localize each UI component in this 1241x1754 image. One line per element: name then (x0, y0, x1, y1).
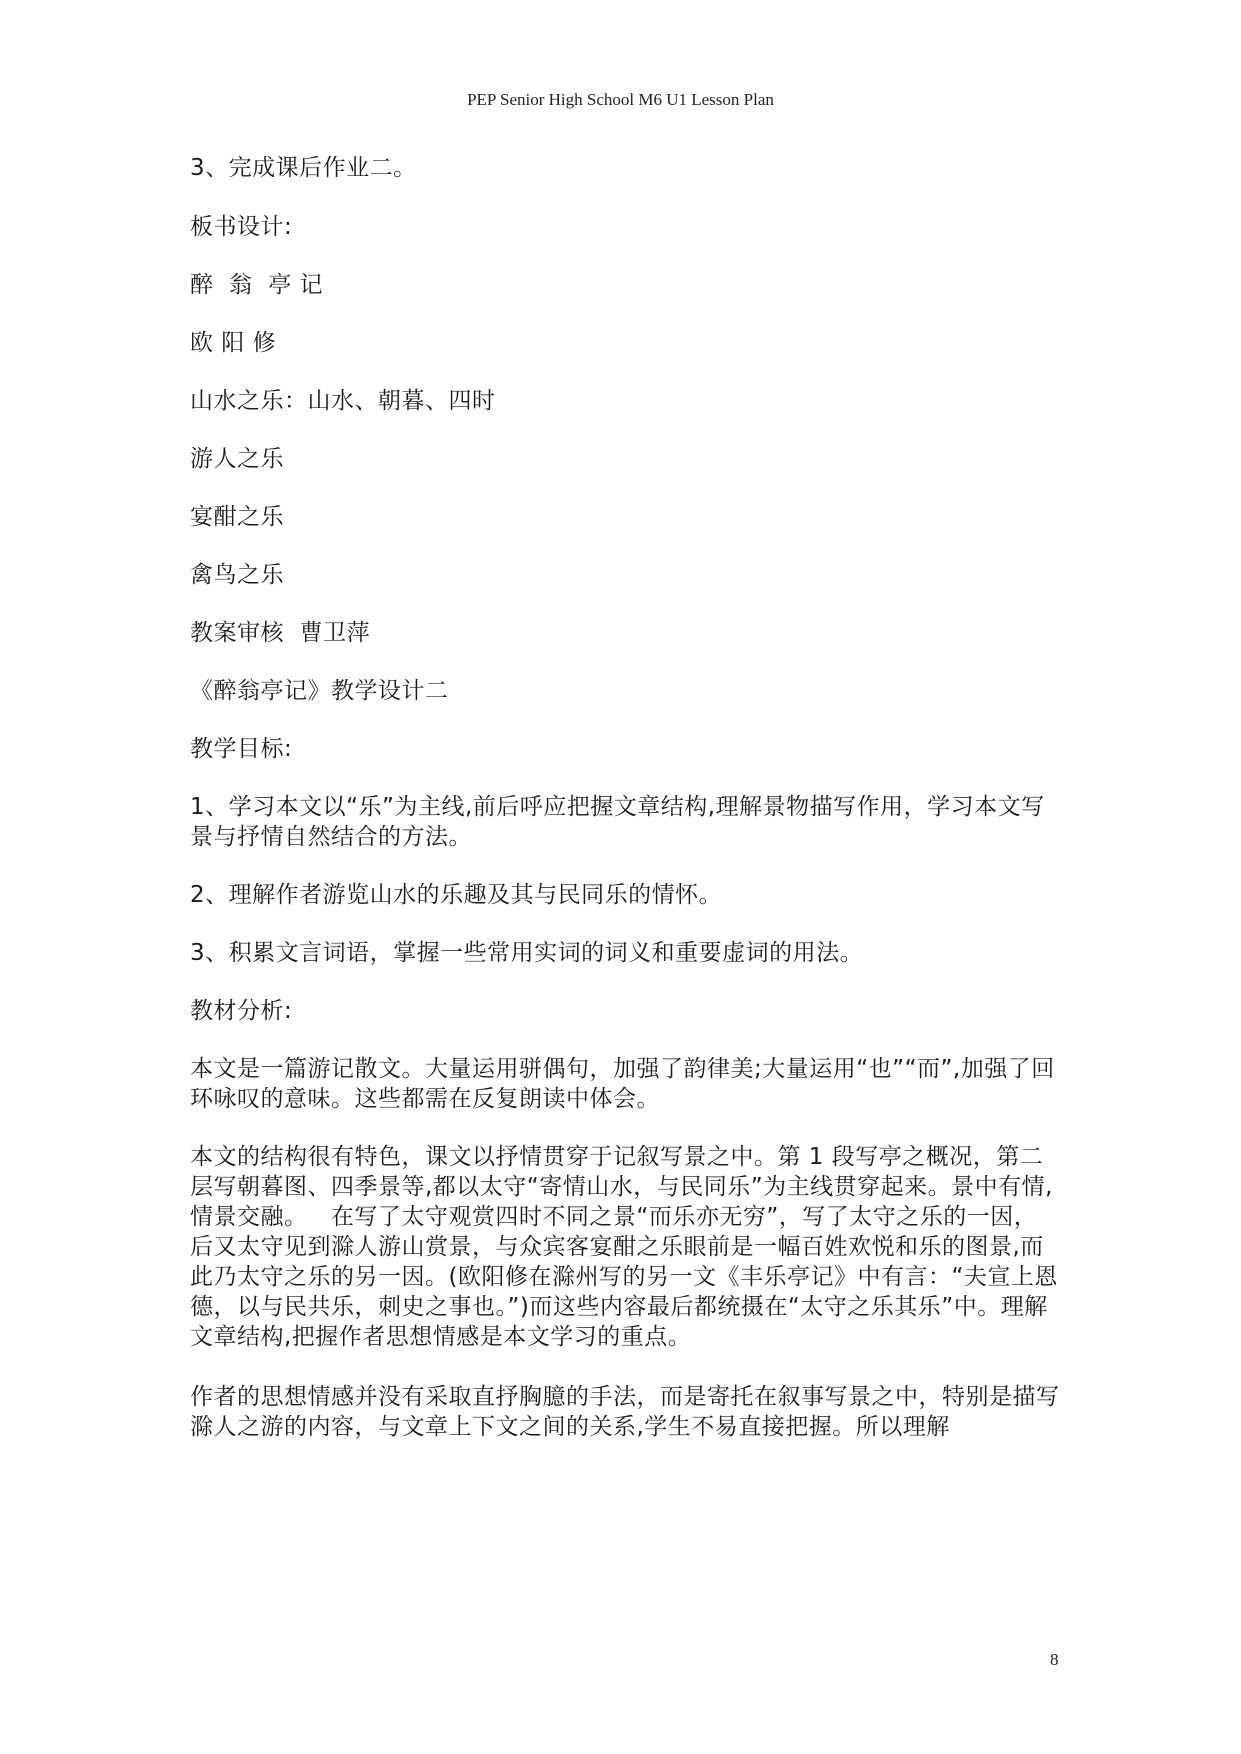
section-title: 《醉翁亭记》教学设计二 (190, 678, 449, 704)
analysis-heading: 教材分析: (190, 998, 293, 1024)
blackboard-title: 醉 翁 亭 记 (190, 272, 324, 298)
analysis-paragraph-3: 作者的思想情感并没有采取直抒胸臆的手法，而是寄托在叙事写景之中，特别是描写滁人之游的内容，与文章上下文之间的关系,学生不易直接把握。所以理解 (190, 1384, 1060, 1440)
blackboard-point-1: 山水之乐：山水、朝暮、四时 (190, 388, 496, 414)
analysis-paragraph-1: 本文是一篇游记散文。大量运用骈偶句，加强了韵律美;大量运用“也”“而”,加强了回环咏叹的意味。这些都需在反复朗读中体会。 (190, 1056, 1055, 1112)
blackboard-point-2: 游人之乐 (190, 446, 284, 472)
blackboard-design-heading: 板书设计: (190, 214, 293, 240)
objective-3: 3、积累文言词语，掌握一些常用实词的词义和重要虚词的用法。 (190, 940, 864, 966)
homework-item-3: 3、完成课后作业二。 (190, 155, 417, 181)
objectives-heading: 教学目标: (190, 736, 293, 762)
blackboard-point-3: 宴酣之乐 (190, 504, 284, 530)
objective-2: 2、理解作者游览山水的乐趣及其与民同乐的情怀。 (190, 882, 723, 908)
objective-1: 1、学习本文以“乐”为主线,前后呼应把握文章结构,理解景物描写作用，学习本文写景与抒情自然结合的方法。 (190, 794, 1045, 850)
blackboard-point-4: 禽鸟之乐 (190, 562, 284, 588)
page-header: PEP Senior High School M6 U1 Lesson Plan (467, 90, 774, 109)
page-number: 8 (1050, 1650, 1059, 1669)
blackboard-author: 欧 阳 修 (190, 330, 277, 356)
reviewer-line: 教案审核 曹卫萍 (190, 620, 371, 646)
analysis-paragraph-2: 本文的结构很有特色，课文以抒情贯穿于记叙写景之中。第 1 段写亭之概况，第二层写朝暮图、四季景等,都以太守“寄情山水，与民同乐”为主线贯穿起来。景中有情,情景交融。 在写了太守观赏四时不同之景“而乐亦无穷”，写了太守之乐的一因，后又太守见到滁人游山赏景，与众宾客宴酣之乐眼前是一幅百姓欢悦和乐的图景,而此乃太守之乐的另一因。(欧阳修在滁州写的另一文《丰乐亭记》中有言：“夫宣上恩德，以与民共乐，刺史之事也。”)而这些内容最后都统摄在“太守之乐其乐”中。理解文章结构,把握作者思想情感是本文学习的重点。 (190, 1144, 1058, 1350)
